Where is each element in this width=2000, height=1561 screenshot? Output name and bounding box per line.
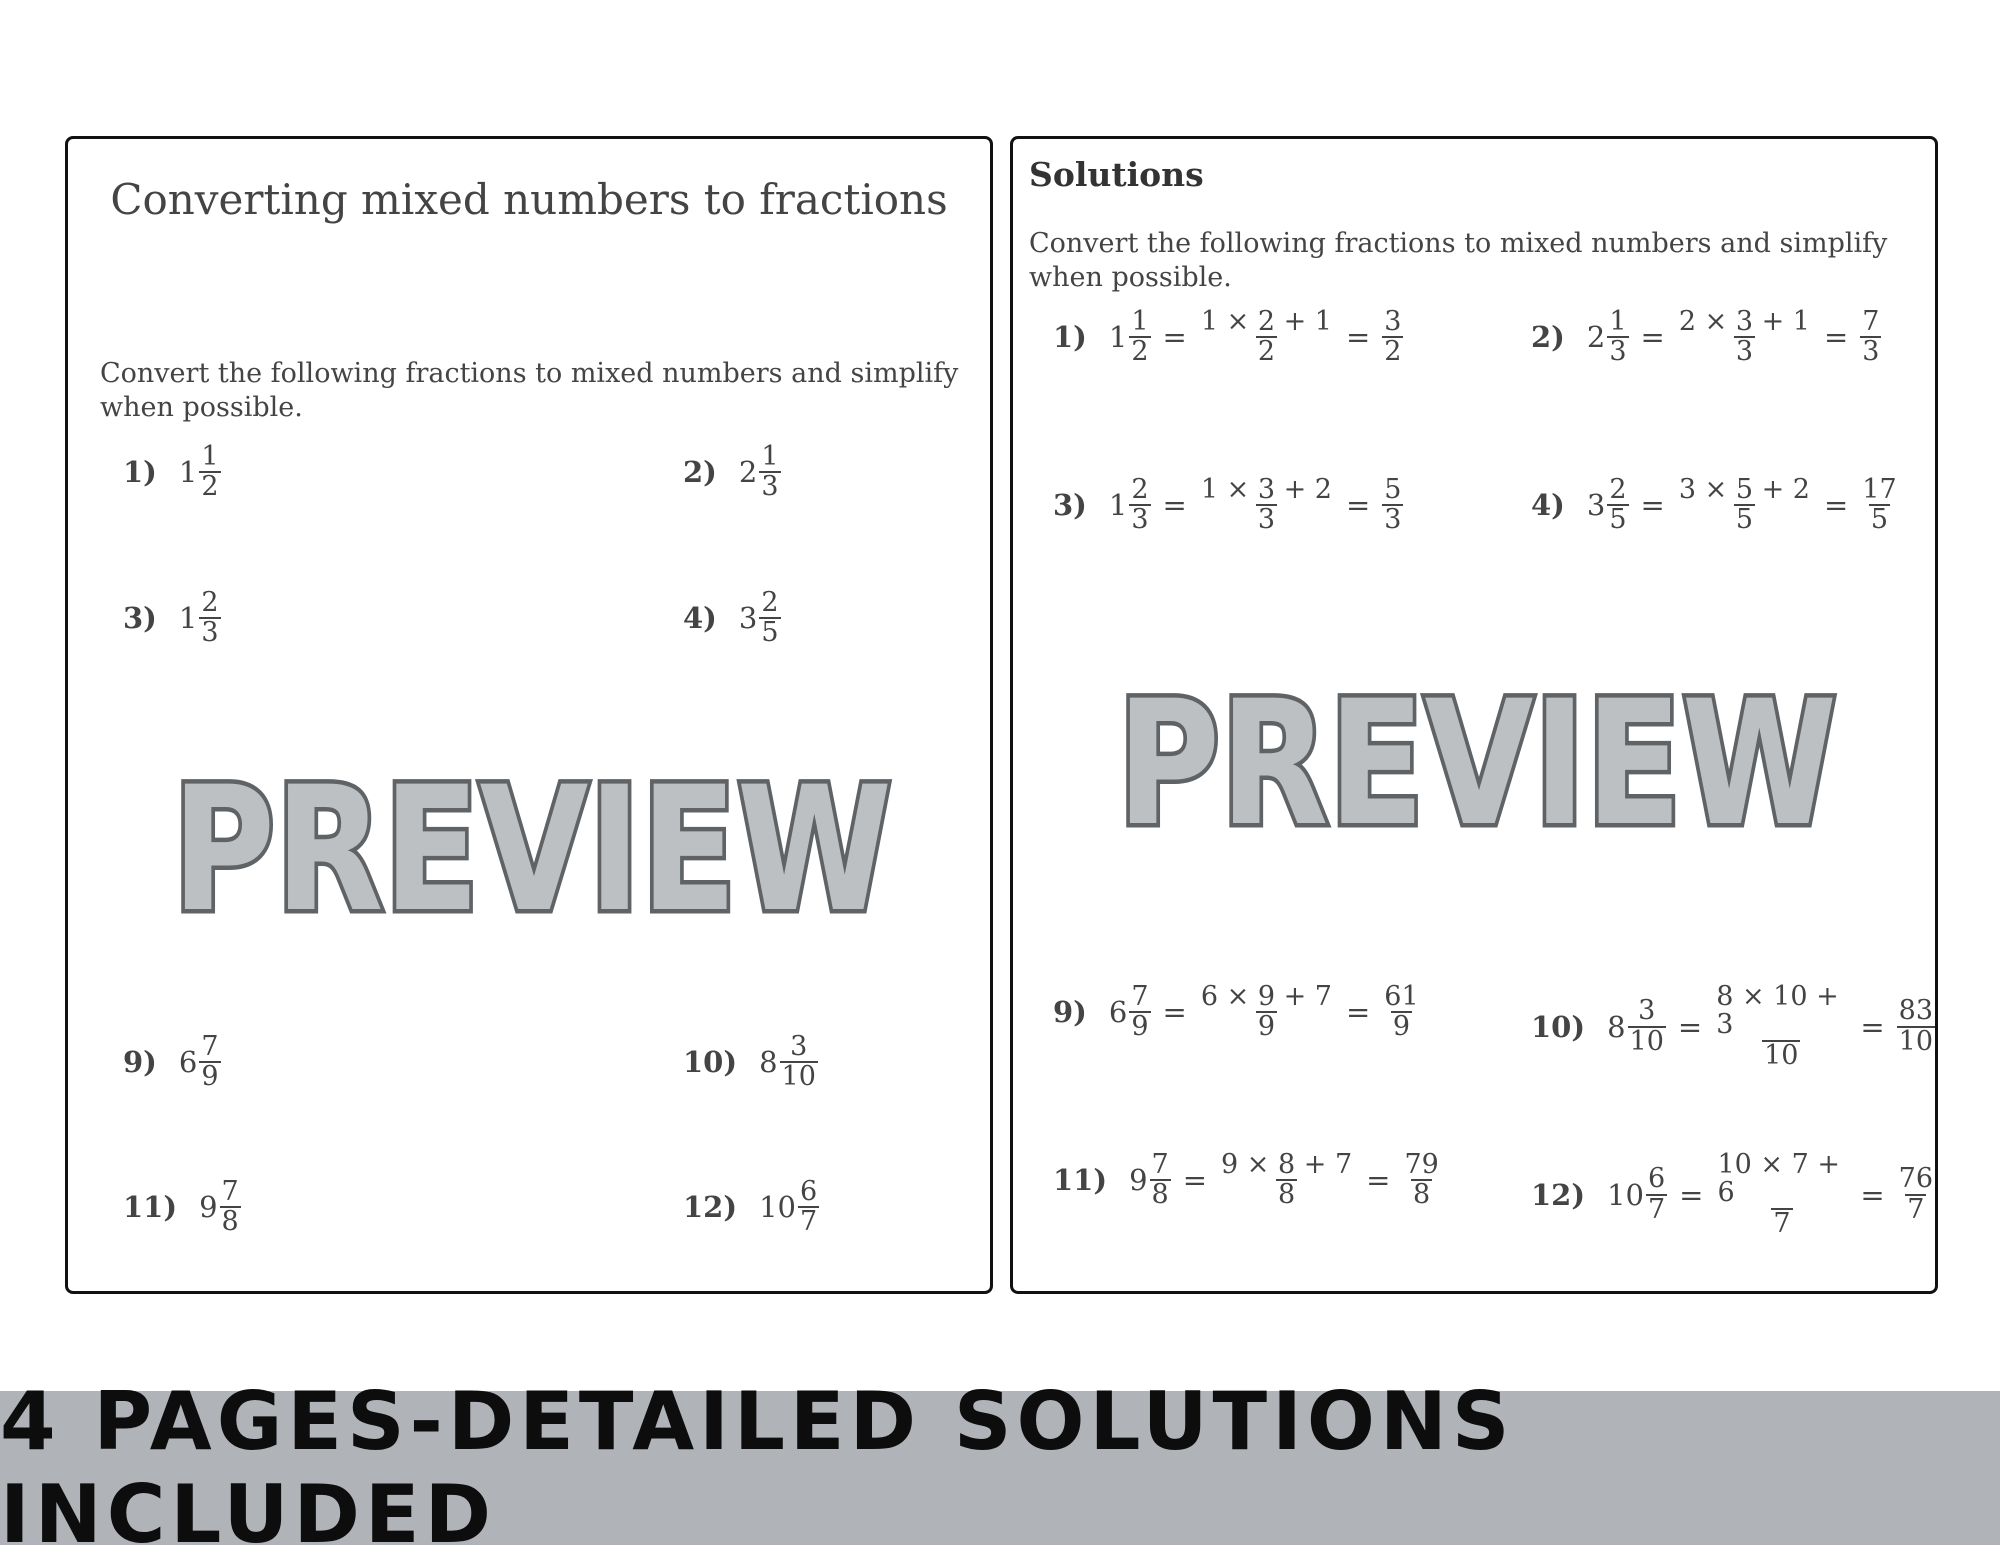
denominator: 5 xyxy=(1870,504,1889,536)
worksheet-title: Converting mixed numbers to fractions xyxy=(110,175,948,224)
fraction-part xyxy=(1646,1165,1667,1224)
denominator: 3 xyxy=(1862,336,1880,368)
numerator: 1 xyxy=(1609,306,1627,337)
numerator: 7 xyxy=(201,1031,219,1062)
whole-part: 6 xyxy=(178,1045,198,1080)
problem-item xyxy=(683,1178,819,1237)
numerator: 2 xyxy=(1131,474,1149,505)
fraction-part xyxy=(1607,476,1628,535)
expression-fraction xyxy=(1219,1151,1354,1210)
fraction-part xyxy=(199,589,220,648)
numerator: 2 × 3 + 1 xyxy=(1678,306,1810,337)
solution-number: 12) xyxy=(1531,1177,1586,1212)
svg-text:PREVIEW: PREVIEW xyxy=(172,749,892,939)
equals-sign: = xyxy=(1162,320,1187,355)
numerator: 7 xyxy=(1151,1149,1169,1180)
numerator: 79 xyxy=(1404,1149,1439,1180)
whole-part: 1 xyxy=(178,455,198,490)
numerator: 6 xyxy=(1647,1163,1666,1195)
solution-item xyxy=(1053,476,1403,535)
result-fraction xyxy=(1382,308,1403,367)
result-fraction xyxy=(1382,476,1403,535)
whole-part: 1 xyxy=(1108,320,1128,355)
solution-number: 2) xyxy=(1531,320,1565,355)
numerator: 3 × 5 + 2 xyxy=(1678,474,1810,505)
problem-item xyxy=(683,589,781,648)
problem-item xyxy=(683,443,781,502)
denominator: 2 xyxy=(1384,336,1402,368)
preview-watermark xyxy=(1013,653,1938,853)
whole-part: 8 xyxy=(759,1045,778,1080)
solution-number: 10) xyxy=(1531,1009,1586,1044)
denominator: 5 xyxy=(1609,504,1627,536)
numerator: 1 xyxy=(201,441,219,472)
denominator: 3 xyxy=(201,617,219,649)
numerator: 6 × 9 + 7 xyxy=(1200,981,1332,1012)
preview-watermark xyxy=(68,739,993,939)
denominator: 3 xyxy=(761,471,779,503)
equals-sign: = xyxy=(1345,995,1371,1030)
fraction-part xyxy=(199,443,220,502)
equals-sign: = xyxy=(1345,488,1371,523)
fraction-part xyxy=(199,1033,220,1092)
fraction-part xyxy=(220,1178,241,1237)
numerator: 1 × 3 + 2 xyxy=(1200,474,1332,505)
problem-item xyxy=(683,1033,818,1092)
problem-number: 1) xyxy=(123,455,157,490)
denominator: 8 xyxy=(221,1206,239,1238)
problem-number: 10) xyxy=(683,1045,738,1080)
numerator: 1 xyxy=(761,441,779,472)
expression-fraction xyxy=(1677,476,1812,535)
whole-part: 2 xyxy=(1586,320,1606,355)
denominator: 3 xyxy=(1735,336,1754,368)
problem-number: 9) xyxy=(123,1045,157,1080)
problem-number: 11) xyxy=(123,1190,178,1225)
fraction-part xyxy=(759,443,780,502)
denominator: 9 xyxy=(1392,1011,1411,1043)
whole-part: 10 xyxy=(1607,1177,1644,1212)
solution-item xyxy=(1053,308,1403,367)
result-fraction xyxy=(1897,997,1935,1056)
solution-item xyxy=(1531,308,1881,367)
denominator: 2 xyxy=(1131,336,1149,368)
fraction-part xyxy=(1628,997,1666,1056)
expression-fraction xyxy=(1199,983,1334,1042)
whole-part: 8 xyxy=(1607,1009,1626,1044)
numerator: 6 xyxy=(799,1176,818,1207)
result-fraction xyxy=(1382,983,1420,1042)
equals-sign: = xyxy=(1823,488,1849,523)
expression-fraction xyxy=(1199,308,1334,367)
fraction-part xyxy=(1607,308,1628,367)
equals-sign: = xyxy=(1860,1177,1885,1212)
equals-sign: = xyxy=(1640,320,1665,355)
solution-number: 3) xyxy=(1053,488,1087,523)
denominator: 9 xyxy=(1257,1011,1276,1043)
result-fraction xyxy=(1402,1151,1440,1210)
numerator: 3 xyxy=(1638,995,1656,1027)
numerator: 3 xyxy=(1384,306,1402,337)
solutions-title: Solutions xyxy=(1029,155,1204,194)
result-fraction xyxy=(1860,308,1881,367)
equals-sign: = xyxy=(1679,1177,1704,1212)
whole-part: 1 xyxy=(178,601,198,636)
equals-sign: = xyxy=(1677,1009,1703,1044)
denominator: 8 xyxy=(1413,1179,1431,1211)
problem-number: 4) xyxy=(683,601,717,636)
equals-sign: = xyxy=(1162,488,1187,523)
numerator: 7 xyxy=(1131,981,1149,1012)
solution-item xyxy=(1531,983,1935,1070)
denominator: 3 xyxy=(1131,504,1149,536)
denominator: 3 xyxy=(1257,504,1276,536)
whole-part: 6 xyxy=(1108,995,1128,1030)
solutions-instructions: Convert the following fractions to mixed numbers and simplify when possible. xyxy=(1029,228,1888,293)
equals-sign: = xyxy=(1640,488,1665,523)
solution-number: 1) xyxy=(1053,320,1087,355)
denominator: 2 xyxy=(201,471,219,503)
equals-sign: = xyxy=(1162,995,1187,1030)
worksheet-page xyxy=(65,136,993,1294)
numerator: 2 xyxy=(201,587,219,618)
equals-sign: = xyxy=(1182,1163,1208,1198)
numerator: 7 xyxy=(221,1176,239,1207)
solution-item xyxy=(1053,983,1421,1042)
whole-part: 9 xyxy=(199,1190,218,1225)
problem-number: 12) xyxy=(683,1190,738,1225)
fraction-part xyxy=(1129,983,1150,1042)
denominator: 7 xyxy=(799,1206,818,1238)
solutions-page xyxy=(1010,136,1938,1294)
numerator: 1 × 2 + 1 xyxy=(1200,306,1332,337)
whole-part: 10 xyxy=(759,1190,796,1225)
equals-sign: = xyxy=(1366,1163,1391,1198)
equals-sign: = xyxy=(1860,1009,1885,1044)
equals-sign: = xyxy=(1823,320,1849,355)
bottom-banner xyxy=(0,1375,2000,1561)
banner-text: 4 PAGES-DETAILED SOLUTIONS INCLUDED xyxy=(0,1375,1515,1561)
denominator: 10 xyxy=(781,1061,816,1093)
denominator: 7 xyxy=(1907,1193,1925,1225)
whole-part: 9 xyxy=(1129,1163,1148,1198)
solution-item xyxy=(1053,1151,1441,1210)
denominator: 9 xyxy=(201,1061,219,1093)
svg-text:PREVIEW: PREVIEW xyxy=(1117,663,1837,853)
numerator: 2 xyxy=(761,587,779,618)
denominator: 3 xyxy=(1609,336,1627,368)
whole-part: 1 xyxy=(1108,488,1128,523)
solution-item xyxy=(1531,1151,1935,1238)
solution-number: 11) xyxy=(1053,1163,1108,1198)
numerator: 17 xyxy=(1862,474,1897,505)
numerator: 10 × 7 + 6 xyxy=(1717,1149,1841,1209)
numerator: 83 xyxy=(1898,995,1933,1027)
numerator: 61 xyxy=(1384,981,1419,1012)
numerator: 76 xyxy=(1898,1163,1933,1195)
fraction-part xyxy=(1129,476,1150,535)
fraction-part xyxy=(798,1178,819,1237)
denominator: 10 xyxy=(1898,1025,1933,1057)
expression-fraction xyxy=(1199,476,1334,535)
solution-number: 4) xyxy=(1531,488,1565,523)
denominator: 7 xyxy=(1773,1207,1791,1239)
denominator: 10 xyxy=(1629,1025,1664,1057)
problem-item xyxy=(123,1033,221,1092)
denominator: 2 xyxy=(1257,336,1276,368)
denominator: 8 xyxy=(1151,1179,1169,1211)
solution-item xyxy=(1531,476,1899,535)
numerator: 1 xyxy=(1131,306,1149,337)
denominator: 5 xyxy=(1735,504,1754,536)
problem-number: 3) xyxy=(123,601,157,636)
numerator: 2 xyxy=(1609,474,1627,505)
denominator: 10 xyxy=(1764,1039,1799,1071)
problem-item xyxy=(123,1178,241,1237)
expression-fraction xyxy=(1715,1151,1848,1238)
worksheet-instructions: Convert the following fractions to mixed numbers and simplify when possible. xyxy=(100,358,959,423)
equals-sign: = xyxy=(1345,320,1371,355)
result-fraction xyxy=(1860,476,1898,535)
fraction-part xyxy=(759,589,780,648)
numerator: 3 xyxy=(790,1031,808,1062)
denominator: 7 xyxy=(1647,1193,1666,1225)
denominator: 3 xyxy=(1384,504,1402,536)
expression-fraction xyxy=(1714,983,1848,1070)
numerator: 5 xyxy=(1384,474,1402,505)
fraction-part xyxy=(1129,308,1150,367)
problem-number: 2) xyxy=(683,455,717,490)
numerator: 9 × 8 + 7 xyxy=(1221,1149,1353,1180)
solution-number: 9) xyxy=(1053,995,1087,1030)
problem-item xyxy=(123,443,221,502)
whole-part: 3 xyxy=(738,601,758,636)
denominator: 8 xyxy=(1278,1179,1296,1211)
numerator: 8 × 10 + 3 xyxy=(1716,981,1839,1041)
numerator: 7 xyxy=(1862,306,1880,337)
fraction-part xyxy=(1150,1151,1171,1210)
expression-fraction xyxy=(1677,308,1812,367)
whole-part: 3 xyxy=(1586,488,1606,523)
denominator: 5 xyxy=(761,617,779,649)
whole-part: 2 xyxy=(738,455,758,490)
problem-item xyxy=(123,589,221,648)
result-fraction xyxy=(1897,1165,1935,1224)
denominator: 9 xyxy=(1131,1011,1149,1043)
fraction-part xyxy=(780,1033,818,1092)
